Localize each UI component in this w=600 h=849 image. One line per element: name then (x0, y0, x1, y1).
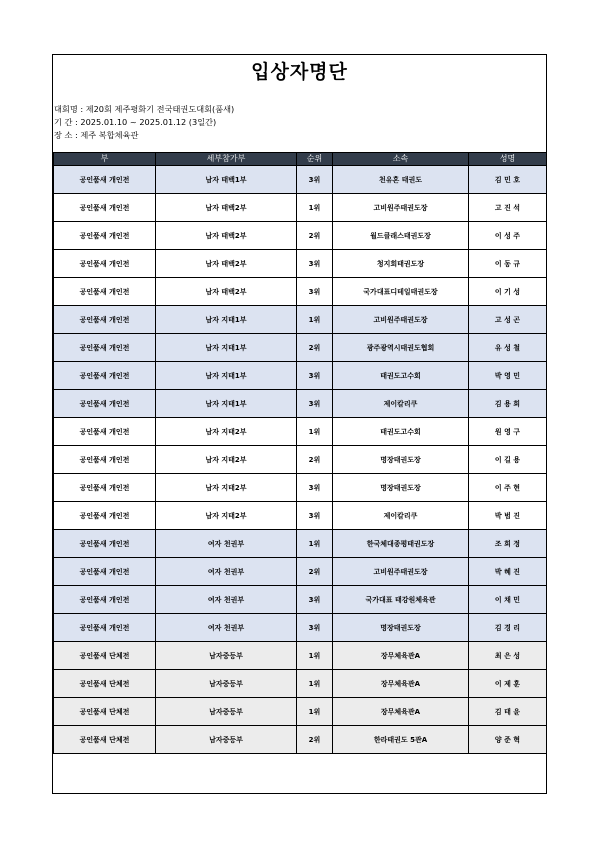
cell-club: 제이칼리쿠 (333, 502, 469, 530)
cell-name: 고 성 곤 (469, 306, 547, 334)
cell-category: 남자 지태2부 (156, 474, 297, 502)
cell-category: 남자중등부 (156, 698, 297, 726)
cell-club: 장무체육관A (333, 698, 469, 726)
cell-division: 공인품새 개인전 (54, 390, 156, 418)
cell-name: 조 희 정 (469, 530, 547, 558)
table-row (54, 530, 547, 558)
cell-name: 유 성 철 (469, 334, 547, 362)
table-row (54, 334, 547, 362)
cell-rank: 3위 (297, 502, 333, 530)
cell-club: 국가대표 태강원체육관 (333, 586, 469, 614)
cell-club: 국가대표디테일태권도장 (333, 278, 469, 306)
cell-category: 남자중등부 (156, 726, 297, 754)
header-category: 세부참가부 (156, 153, 297, 166)
cell-name: 이 제 훈 (469, 670, 547, 698)
cell-club: 광주광역시태권도협회 (333, 334, 469, 362)
event-period-line: 기 간 : 2025.01.10 ~ 2025.01.12 (3일간) (54, 117, 217, 127)
header-name: 성명 (469, 153, 547, 166)
cell-rank: 1위 (297, 194, 333, 222)
table-row (54, 362, 547, 390)
cell-name: 김 용 희 (469, 390, 547, 418)
cell-division: 공인품새 단체전 (54, 642, 156, 670)
cell-category: 여자 천권부 (156, 558, 297, 586)
event-name-line: 대회명 : 제20회 제주평화기 전국태권도대회(품새) (54, 104, 235, 114)
winners-table (53, 152, 547, 754)
cell-division: 공인품새 개인전 (54, 250, 156, 278)
cell-rank: 1위 (297, 306, 333, 334)
table-row (54, 222, 547, 250)
cell-name: 이 길 용 (469, 446, 547, 474)
header-division: 부 (54, 153, 156, 166)
cell-club: 월드클래스태권도장 (333, 222, 469, 250)
cell-club: 천유혼 태권도 (333, 166, 469, 194)
table-body (54, 166, 547, 754)
cell-category: 여자 천권부 (156, 614, 297, 642)
cell-category: 남자중등부 (156, 642, 297, 670)
cell-division: 공인품새 개인전 (54, 278, 156, 306)
cell-name: 고 진 석 (469, 194, 547, 222)
cell-division: 공인품새 개인전 (54, 530, 156, 558)
cell-category: 여자 천권부 (156, 530, 297, 558)
cell-name: 양 준 혁 (469, 726, 547, 754)
table-row (54, 446, 547, 474)
cell-category: 남자 지태2부 (156, 418, 297, 446)
cell-club: 장무체육관A (333, 642, 469, 670)
cell-name: 김 경 리 (469, 614, 547, 642)
cell-rank: 2위 (297, 222, 333, 250)
cell-division: 공인품새 단체전 (54, 698, 156, 726)
cell-category: 남자 지태2부 (156, 446, 297, 474)
cell-name: 김 민 호 (469, 166, 547, 194)
cell-category: 남자 지태1부 (156, 306, 297, 334)
cell-division: 공인품새 단체전 (54, 670, 156, 698)
cell-category: 여자 천권부 (156, 586, 297, 614)
cell-division: 공인품새 개인전 (54, 586, 156, 614)
cell-club: 장무체육관A (333, 670, 469, 698)
cell-rank: 1위 (297, 642, 333, 670)
cell-name: 이 주 현 (469, 474, 547, 502)
table-row (54, 306, 547, 334)
table-row (54, 474, 547, 502)
cell-division: 공인품새 개인전 (54, 334, 156, 362)
cell-club: 태권도고수회 (333, 418, 469, 446)
cell-club: 고비원주태권도장 (333, 306, 469, 334)
cell-category: 남자 지태2부 (156, 502, 297, 530)
table-row (54, 614, 547, 642)
cell-category: 남자 태백2부 (156, 194, 297, 222)
cell-division: 공인품새 단체전 (54, 726, 156, 754)
cell-name: 이 동 규 (469, 250, 547, 278)
cell-division: 공인품새 개인전 (54, 558, 156, 586)
cell-name: 박 범 진 (469, 502, 547, 530)
cell-club: 제이칼리쿠 (333, 390, 469, 418)
cell-club: 고비원주태권도장 (333, 558, 469, 586)
cell-division: 공인품새 개인전 (54, 474, 156, 502)
table-row (54, 278, 547, 306)
cell-name: 박 혜 진 (469, 558, 547, 586)
cell-name: 이 기 성 (469, 278, 547, 306)
cell-name: 원 영 구 (469, 418, 547, 446)
cell-rank: 3위 (297, 362, 333, 390)
table-row (54, 558, 547, 586)
cell-club: 한국체대종평태권도장 (333, 530, 469, 558)
cell-club: 청지회태권도장 (333, 250, 469, 278)
cell-name: 이 성 주 (469, 222, 547, 250)
cell-rank: 3위 (297, 250, 333, 278)
cell-division: 공인품새 개인전 (54, 502, 156, 530)
cell-club: 명장태권도장 (333, 446, 469, 474)
cell-name: 박 영 민 (469, 362, 547, 390)
cell-division: 공인품새 개인전 (54, 614, 156, 642)
results-sheet (52, 54, 547, 794)
header-club: 소속 (333, 153, 469, 166)
cell-rank: 3위 (297, 390, 333, 418)
table-row (54, 670, 547, 698)
cell-division: 공인품새 개인전 (54, 446, 156, 474)
cell-rank: 1위 (297, 418, 333, 446)
table-row (54, 698, 547, 726)
cell-category: 남자 태백2부 (156, 222, 297, 250)
cell-rank: 3위 (297, 474, 333, 502)
cell-rank: 1위 (297, 670, 333, 698)
cell-name: 최 은 성 (469, 642, 547, 670)
table-row (54, 250, 547, 278)
cell-rank: 3위 (297, 614, 333, 642)
cell-category: 남자 태백1부 (156, 166, 297, 194)
cell-category: 남자 지태1부 (156, 390, 297, 418)
cell-division: 공인품새 개인전 (54, 362, 156, 390)
cell-category: 남자중등부 (156, 670, 297, 698)
cell-division: 공인품새 개인전 (54, 306, 156, 334)
cell-club: 한라태권도 5관A (333, 726, 469, 754)
table-row (54, 502, 547, 530)
cell-division: 공인품새 개인전 (54, 222, 156, 250)
table-row (54, 194, 547, 222)
header-rank: 순위 (297, 153, 333, 166)
event-venue-line: 장 소 : 제주 복합체육관 (54, 130, 139, 140)
cell-rank: 3위 (297, 166, 333, 194)
cell-rank: 3위 (297, 278, 333, 306)
page-title: 입상자명단 (251, 61, 348, 83)
cell-rank: 1위 (297, 698, 333, 726)
cell-category: 남자 지태1부 (156, 362, 297, 390)
cell-rank: 2위 (297, 446, 333, 474)
cell-name: 김 태 윤 (469, 698, 547, 726)
cell-category: 남자 태백2부 (156, 250, 297, 278)
table-header-row (54, 153, 547, 166)
table-row (54, 418, 547, 446)
cell-rank: 2위 (297, 726, 333, 754)
table-row (54, 642, 547, 670)
table-row (54, 726, 547, 754)
cell-category: 남자 태백2부 (156, 278, 297, 306)
cell-rank: 2위 (297, 334, 333, 362)
cell-club: 고비원주태권도장 (333, 194, 469, 222)
cell-rank: 1위 (297, 530, 333, 558)
cell-rank: 3위 (297, 586, 333, 614)
cell-division: 공인품새 개인전 (54, 418, 156, 446)
cell-club: 명장태권도장 (333, 614, 469, 642)
cell-club: 명장태권도장 (333, 474, 469, 502)
cell-category: 남자 지태1부 (156, 334, 297, 362)
table-row (54, 390, 547, 418)
cell-division: 공인품새 개인전 (54, 194, 156, 222)
cell-division: 공인품새 개인전 (54, 166, 156, 194)
cell-rank: 2위 (297, 558, 333, 586)
table-row (54, 586, 547, 614)
cell-name: 이 채 민 (469, 586, 547, 614)
cell-club: 태권도고수회 (333, 362, 469, 390)
table-row (54, 166, 547, 194)
